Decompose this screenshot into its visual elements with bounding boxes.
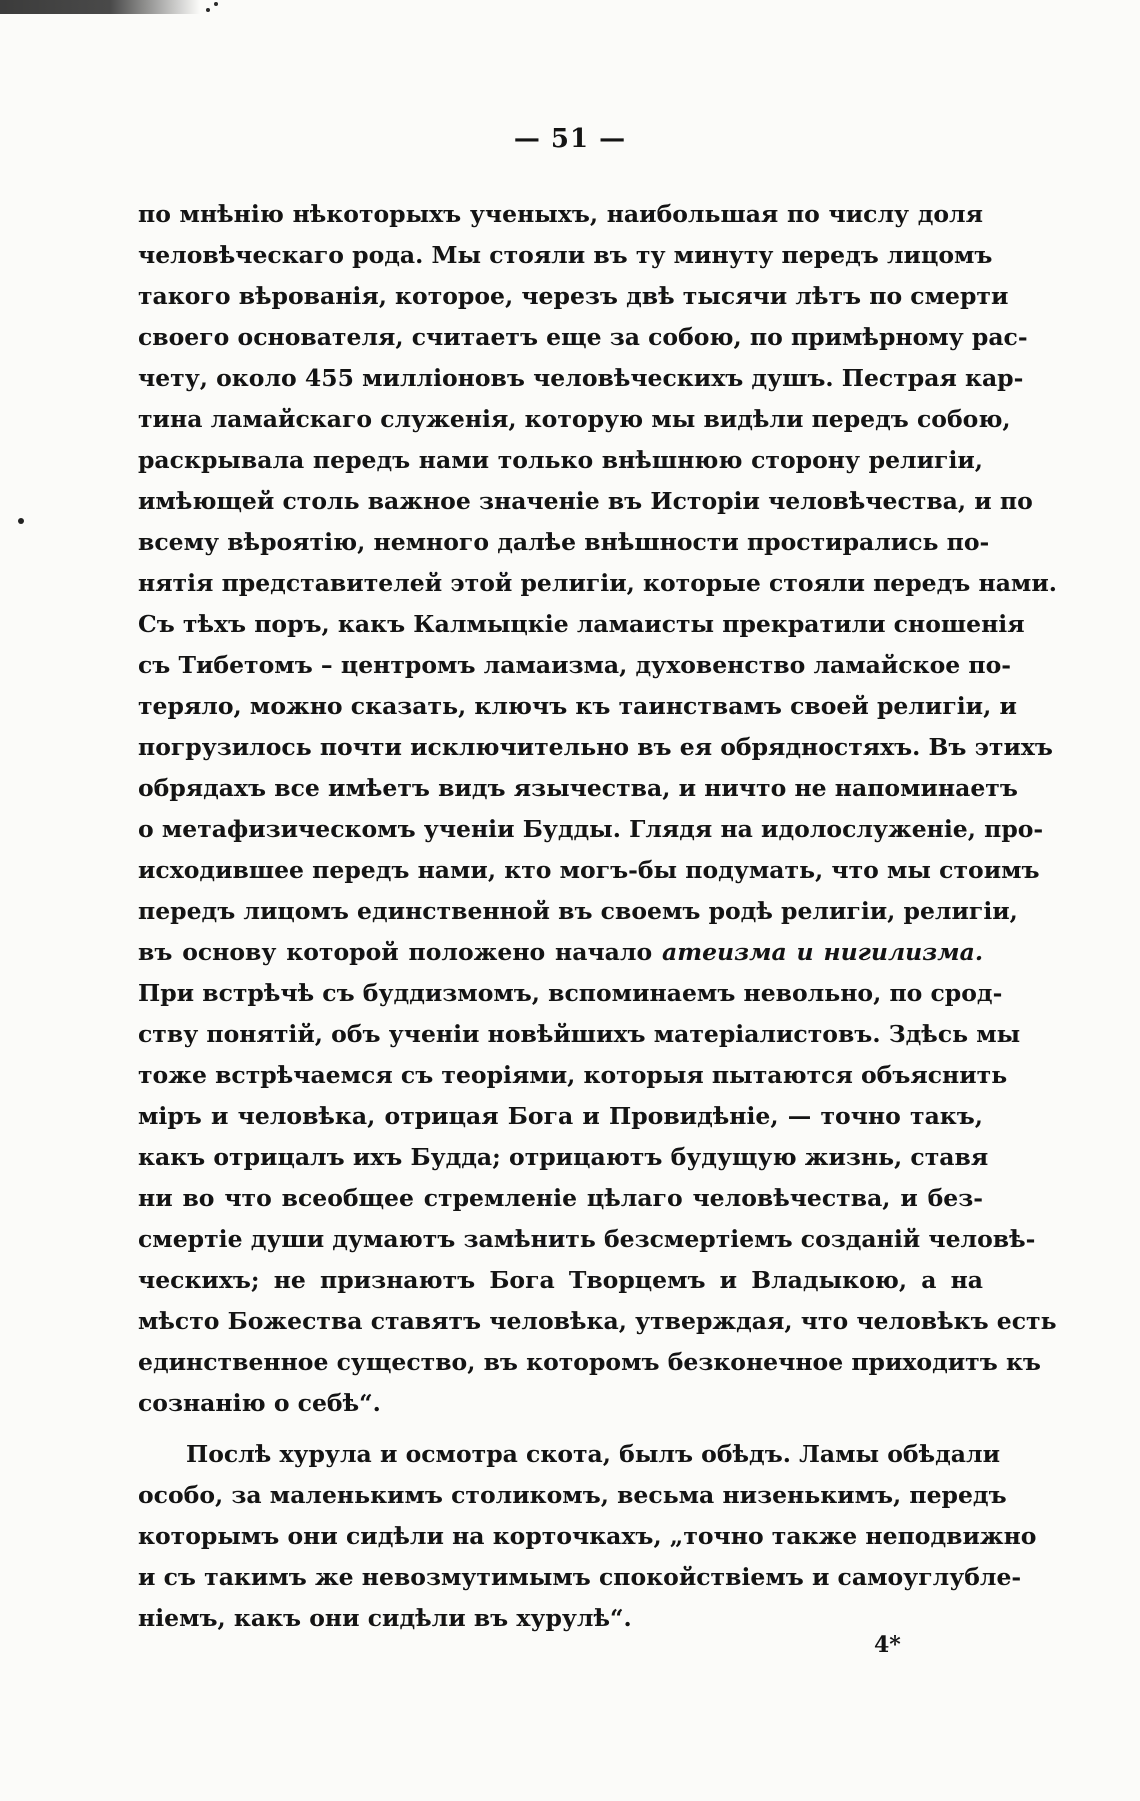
- paragraph: [138, 194, 1057, 1424]
- text-line: теряло, можно сказать, ключъ къ таинствамъ своей религіи, и: [138, 692, 1017, 720]
- text-line: которымъ они сидѣли на корточкахъ, „точно также неподвижно: [138, 1522, 1037, 1550]
- text-line: передъ лицомъ единственной въ своемъ родѣ религіи, религіи,: [138, 897, 1018, 925]
- text-line: мѣсто Божества ставятъ человѣка, утверждая, что человѣкъ есть: [138, 1307, 1057, 1335]
- text-line: тина ламайскаго служенія, которую мы видѣли передъ собою,: [138, 405, 1011, 433]
- text-line: особо, за маленькимъ столикомъ, весьма низенькимъ, передъ: [138, 1481, 1007, 1509]
- text-line: обрядахъ все имѣетъ видъ язычества, и ничто не напоминаетъ: [138, 774, 1018, 802]
- scan-edge-artifact: [0, 0, 200, 14]
- text-line: Съ тѣхъ поръ, какъ Калмыцкіе ламаисты прекратили сношенія: [138, 610, 1025, 638]
- text-line: Послѣ хурула и осмотра скота, былъ обѣдъ. Ламы обѣдали: [186, 1440, 1000, 1468]
- text-line: исходившее передъ нами, кто могъ-бы подумать, что мы стоимъ: [138, 856, 1040, 884]
- text-line: такого вѣрованія, которое, черезъ двѣ тысячи лѣтъ по смерти: [138, 282, 1009, 310]
- text-line: человѣческаго рода. Мы стояли въ ту минуту передъ лицомъ: [138, 241, 993, 269]
- text-line: о метафизическомъ ученіи Будды. Глядя на идолослуженіе, про-: [138, 815, 1044, 843]
- page-number: — 51 —: [513, 124, 627, 154]
- text-line: смертіе души думаютъ замѣнить безсмертіемъ созданій человѣ-: [138, 1225, 1036, 1253]
- text-line: раскрывала передъ нами только внѣшнюю сторону религіи,: [138, 446, 983, 474]
- text-line-emphasis: [138, 932, 983, 973]
- margin-speck: [18, 518, 24, 524]
- scan-speck: [214, 2, 218, 6]
- scan-speck: [206, 8, 210, 12]
- text-line: имѣющей столь важное значеніе въ Исторіи человѣчества, и по: [138, 487, 1033, 515]
- text-line: тоже встрѣчаемся съ теоріями, которыя пытаются объяснить: [138, 1061, 1008, 1089]
- text-fragment: въ основу которой положено начало: [138, 938, 653, 966]
- text-line: ческихъ; не признаютъ Бога Творцемъ и Владыкою, а на: [138, 1266, 983, 1294]
- paragraph: [138, 1434, 1037, 1639]
- text-line: и съ такимъ же невозмутимымъ спокойствіемъ и самоуглубле-: [138, 1563, 1022, 1591]
- paragraph-gap: [138, 1424, 983, 1434]
- text-line: ству понятій, объ ученіи новѣйшихъ матеріалистовъ. Здѣсь мы: [138, 1020, 1021, 1048]
- signature-mark: 4*: [874, 1632, 901, 1658]
- page-body: [138, 194, 1057, 1639]
- text-line: чету, около 455 милліоновъ человѣческихъ душъ. Пестрая кар-: [138, 364, 1024, 392]
- text-line: погрузилось почти исключительно въ ея обрядностяхъ. Въ этихъ: [138, 733, 1053, 761]
- text-line: ніемъ, какъ они сидѣли въ хурулѣ“.: [138, 1604, 632, 1632]
- text-line: по мнѣнію нѣкоторыхъ ученыхъ, наибольшая по числу доля: [138, 200, 983, 228]
- text-line: нятія представителей этой религіи, которые стояли передъ нами.: [138, 569, 1057, 597]
- text-line: сознанію о себѣ“.: [138, 1389, 381, 1417]
- text-line: всему вѣроятію, немного далѣе внѣшности простирались по-: [138, 528, 990, 556]
- text-line: какъ отрицалъ ихъ Будда; отрицаютъ будущую жизнь, ставя: [138, 1143, 989, 1171]
- text-line: своего основателя, считаетъ еще за собою, по примѣрному рас-: [138, 323, 1028, 351]
- text-line: ни во что всеобщее стремленіе цѣлаго человѣчества, и без-: [138, 1184, 983, 1212]
- text-line: единственное существо, въ которомъ безконечное приходитъ къ: [138, 1348, 1041, 1376]
- text-line: При встрѣчѣ съ буддизмомъ, вспоминаемъ невольно, по срод-: [138, 979, 1003, 1007]
- text-line: съ Тибетомъ – центромъ ламаизма, духовенство ламайское по-: [138, 651, 1012, 679]
- italic-emphasis: атеизма и нигилизма.: [661, 938, 983, 966]
- text-line: міръ и человѣка, отрицая Бога и Провидѣніе, — точно такъ,: [138, 1102, 983, 1130]
